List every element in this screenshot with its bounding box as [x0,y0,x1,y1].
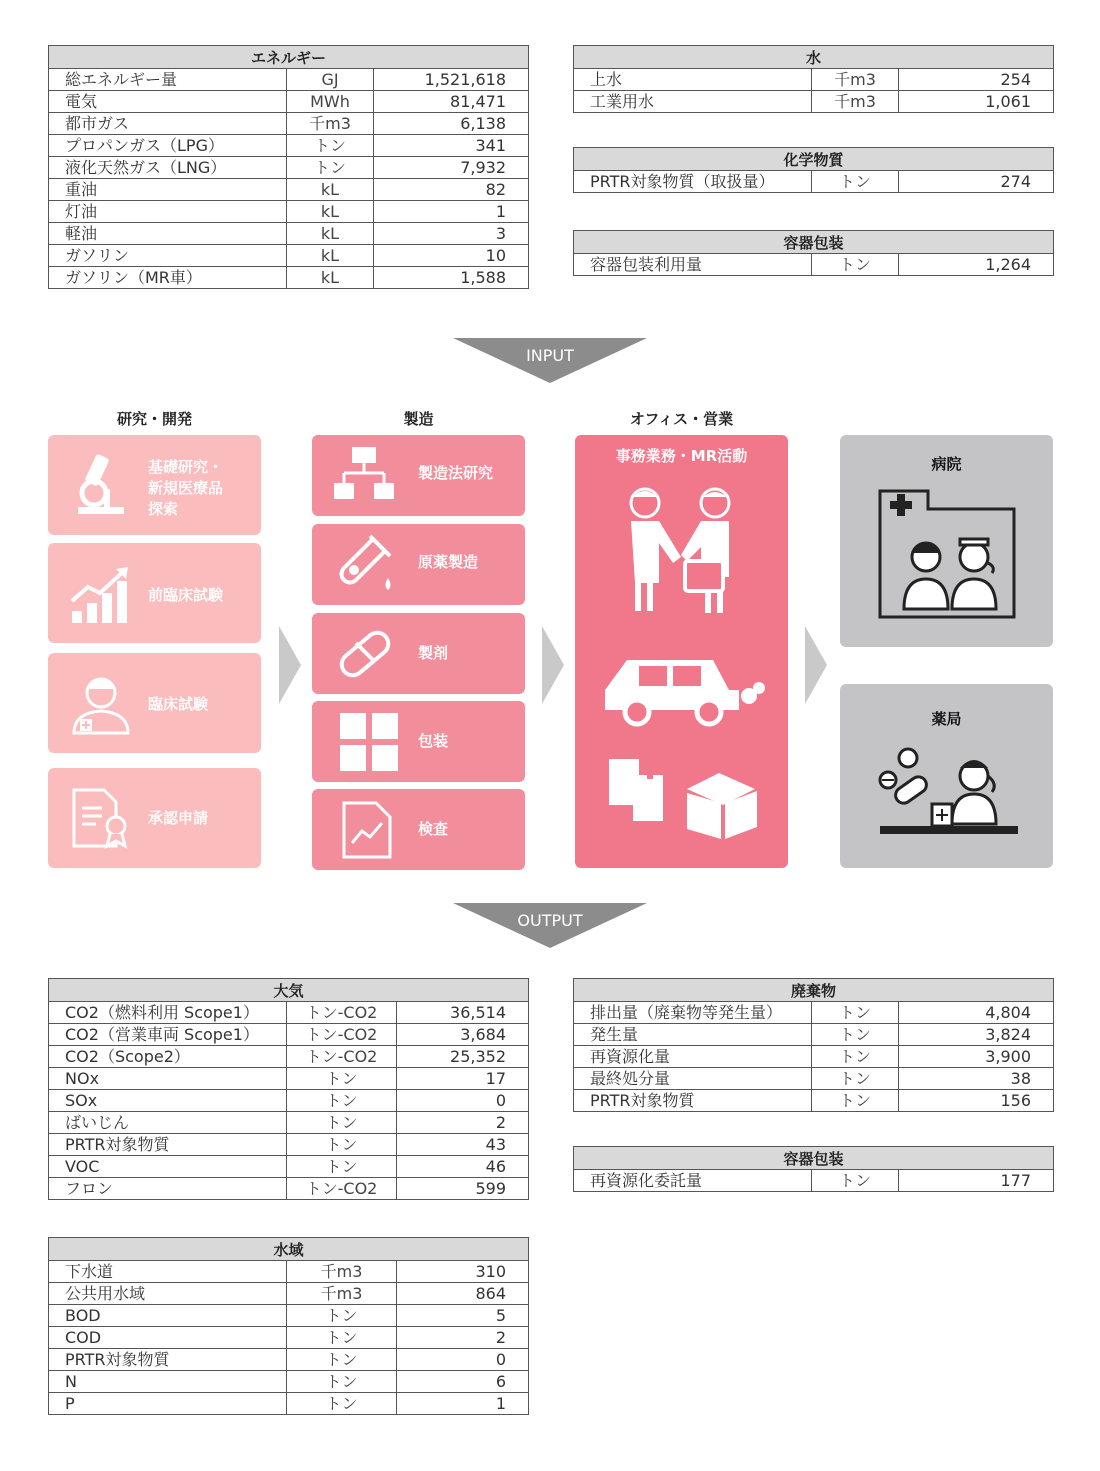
unit-cell: トン [287,1090,397,1112]
mf-step-label: 検査 [418,820,449,838]
value-cell: 17 [397,1068,529,1090]
value-cell: 1,061 [899,91,1054,113]
item-name-cell: P [49,1393,287,1415]
unit-cell: トン [287,1349,397,1371]
unit-cell: MWh [287,91,374,113]
item-name-cell: 公共用水域 [49,1283,287,1305]
unit-cell: トン [812,1046,899,1068]
mf-step-inspection [312,789,525,870]
table-row [49,1134,529,1156]
value-cell: 38 [899,1068,1054,1090]
mf-step-label: 原薬製造 [418,553,479,571]
table-row [49,1002,529,1024]
package-grid-icon [338,711,400,773]
value-cell: 177 [899,1170,1054,1192]
input-label: INPUT [526,346,574,365]
value-cell: 6,138 [374,113,529,135]
item-name-cell: COD [49,1327,287,1349]
table-title: エネルギー [49,46,529,69]
packaging-input-table [573,230,1054,276]
unit-cell: トン [812,1090,899,1112]
value-cell: 1,264 [899,254,1054,276]
unit-cell: トン [287,135,374,157]
rd-step-basic-research [48,435,261,535]
item-name-cell: 最終処分量 [574,1068,812,1090]
table-row [49,1393,529,1415]
value-cell: 864 [397,1283,529,1305]
table-row [49,113,529,135]
table-row [574,1046,1054,1068]
table-row [574,1002,1054,1024]
value-cell: 1 [374,201,529,223]
table-row [49,1156,529,1178]
item-name-cell: 下水道 [49,1261,287,1283]
table-row [49,1349,529,1371]
item-name-cell: NOx [49,1068,287,1090]
table-row [574,91,1054,113]
car-icon [599,650,767,730]
unit-cell: GJ [287,69,374,91]
unit-cell: 千m3 [812,69,899,91]
item-name-cell: 容器包装利用量 [574,254,812,276]
item-name-cell: 灯油 [49,201,287,223]
capsule-icon [334,623,396,685]
item-name-cell: SOx [49,1090,287,1112]
mf-step-method-research [312,435,525,516]
unit-cell: トン [287,157,374,179]
table-row [49,267,529,289]
microscope-icon [70,453,130,517]
value-cell: 0 [397,1090,529,1112]
certificate-icon [70,786,132,850]
item-name-cell: 総エネルギー量 [49,69,287,91]
unit-cell: 千m3 [812,91,899,113]
value-cell: 274 [899,171,1054,193]
office-sales-box [575,435,788,868]
rd-step-label: 承認申請 [148,809,209,827]
rd-step-label: 臨床試験 [148,695,209,713]
table-row [49,1112,529,1134]
waste-table [573,978,1054,1112]
item-name-cell: 重油 [49,179,287,201]
value-cell: 10 [374,245,529,267]
chevron-right-icon [542,626,564,704]
table-row [574,1068,1054,1090]
table-row [49,1068,529,1090]
item-name-cell: PRTR対象物質 [574,1090,812,1112]
value-cell: 599 [397,1178,529,1200]
item-name-cell: 発生量 [574,1024,812,1046]
output-label: OUTPUT [517,911,583,930]
value-cell: 1,588 [374,267,529,289]
value-cell: 3,684 [397,1024,529,1046]
energy-table [48,45,529,289]
table-row [574,171,1054,193]
table-title: 廃棄物 [574,979,1054,1002]
unit-cell: トン-CO2 [287,1024,397,1046]
table-row [49,157,529,179]
value-cell: 156 [899,1090,1054,1112]
unit-cell: トン [287,1068,397,1090]
value-cell: 4,804 [899,1002,1054,1024]
item-name-cell: 軽油 [49,223,287,245]
mf-step-label: 製剤 [418,644,449,662]
table-row [49,245,529,267]
value-cell: 0 [397,1349,529,1371]
value-cell: 7,932 [374,157,529,179]
unit-cell: トン-CO2 [287,1046,397,1068]
value-cell: 3,824 [899,1024,1054,1046]
value-cell: 43 [397,1134,529,1156]
test-tube-icon [334,534,398,596]
unit-cell: トン [287,1156,397,1178]
item-name-cell: VOC [49,1156,287,1178]
value-cell: 2 [397,1112,529,1134]
water-table [573,45,1054,113]
unit-cell: トン [812,171,899,193]
item-name-cell: 工業用水 [574,91,812,113]
patient-icon [68,673,134,735]
value-cell: 46 [397,1156,529,1178]
value-cell: 81,471 [374,91,529,113]
table-row [49,1283,529,1305]
item-name-cell: 排出量（廃棄物等発生量） [574,1002,812,1024]
value-cell: 341 [374,135,529,157]
packaging-output-table [573,1146,1054,1192]
table-title: 大気 [49,979,529,1002]
table-row [49,179,529,201]
table-title: 容器包装 [574,1147,1054,1170]
chevron-right-icon [279,626,301,704]
table-row [49,201,529,223]
unit-cell: トン [287,1371,397,1393]
output-arrow [453,903,647,948]
value-cell: 6 [397,1371,529,1393]
value-cell: 2 [397,1327,529,1349]
item-name-cell: 液化天然ガス（LNG） [49,157,287,179]
table-row [574,1170,1054,1192]
manufacturing-column-title: 製造 [403,410,434,428]
mf-step-label: 包装 [418,732,449,750]
unit-cell: kL [287,223,374,245]
value-cell: 3 [374,223,529,245]
handshake-icon [625,485,741,615]
table-row [49,1327,529,1349]
value-cell: 254 [899,69,1054,91]
unit-cell: トン [812,1068,899,1090]
unit-cell: トン [287,1393,397,1415]
table-row [574,1024,1054,1046]
item-name-cell: PRTR対象物質（取扱量） [574,171,812,193]
table-row [49,1046,529,1068]
unit-cell: トン [287,1112,397,1134]
item-name-cell: ガソリン（MR車） [49,267,287,289]
unit-cell: kL [287,245,374,267]
documents-and-box-icon [607,755,759,839]
waterbody-table [48,1237,529,1415]
item-name-cell: PRTR対象物質 [49,1349,287,1371]
pharmacy-box [840,684,1053,868]
item-name-cell: フロン [49,1178,287,1200]
pharmacy-icon [876,746,1022,842]
value-cell: 25,352 [397,1046,529,1068]
table-title: 化学物質 [574,148,1054,171]
value-cell: 82 [374,179,529,201]
inspection-chart-icon [338,799,398,861]
item-name-cell: ガソリン [49,245,287,267]
table-row [49,91,529,113]
unit-cell: トン-CO2 [287,1002,397,1024]
chevron-right-icon [805,626,827,704]
value-cell: 3,900 [899,1046,1054,1068]
item-name-cell: PRTR対象物質 [49,1134,287,1156]
item-name-cell: ばいじん [49,1112,287,1134]
unit-cell: トン [812,1002,899,1024]
value-cell: 1 [397,1393,529,1415]
air-table [48,978,529,1200]
table-row [49,1305,529,1327]
rd-step-preclinical [48,543,261,643]
item-name-cell: 再資源化委託量 [574,1170,812,1192]
table-row [49,1371,529,1393]
rd-step-clinical [48,653,261,753]
item-name-cell: CO2（燃料利用 Scope1） [49,1002,287,1024]
hospital-box [840,435,1053,647]
item-name-cell: N [49,1371,287,1393]
table-row [49,69,529,91]
unit-cell: トン [812,1024,899,1046]
rd-step-label: 基礎研究・ 新規医療品 探索 [148,458,224,518]
unit-cell: トン [287,1134,397,1156]
flowchart-icon [334,445,394,505]
table-row [49,1090,529,1112]
table-row [49,135,529,157]
hospital-icon [878,485,1018,621]
rd-step-label: 前臨床試験 [148,586,224,604]
item-name-cell: BOD [49,1305,287,1327]
table-title: 容器包装 [574,231,1054,254]
unit-cell: kL [287,267,374,289]
table-row [49,223,529,245]
value-cell: 310 [397,1261,529,1283]
item-name-cell: 再資源化量 [574,1046,812,1068]
input-arrow [453,338,647,383]
unit-cell: 千m3 [287,1261,397,1283]
hospital-label: 病院 [931,455,962,473]
table-row [49,1178,529,1200]
unit-cell: トン-CO2 [287,1178,397,1200]
unit-cell: トン [812,254,899,276]
mf-step-packaging [312,701,525,782]
value-cell: 5 [397,1305,529,1327]
mf-step-api-production [312,524,525,605]
growth-chart-icon [70,565,132,625]
item-name-cell: 上水 [574,69,812,91]
table-row [49,1261,529,1283]
item-name-cell: プロパンガス（LPG） [49,135,287,157]
table-row [49,1024,529,1046]
unit-cell: トン [287,1327,397,1349]
chemicals-table [573,147,1054,193]
rd-step-approval [48,768,261,868]
rd-column-title: 研究・開発 [116,410,192,428]
item-name-cell: CO2（営業車両 Scope1） [49,1024,287,1046]
item-name-cell: 都市ガス [49,113,287,135]
table-row [574,69,1054,91]
item-name-cell: 電気 [49,91,287,113]
office-box-label: 事務業務・MR活動 [615,447,748,465]
mf-step-formulation [312,613,525,694]
pharmacy-label: 薬局 [931,710,962,728]
unit-cell: 千m3 [287,113,374,135]
unit-cell: トン [287,1305,397,1327]
item-name-cell: CO2（Scope2） [49,1046,287,1068]
value-cell: 1,521,618 [374,69,529,91]
table-title: 水域 [49,1238,529,1261]
value-cell: 36,514 [397,1002,529,1024]
table-row [574,254,1054,276]
mf-step-label: 製造法研究 [418,464,494,482]
unit-cell: トン [812,1170,899,1192]
office-column-title: オフィス・営業 [629,410,734,428]
unit-cell: kL [287,179,374,201]
unit-cell: 千m3 [287,1283,397,1305]
table-row [574,1090,1054,1112]
table-title: 水 [574,46,1054,69]
unit-cell: kL [287,201,374,223]
